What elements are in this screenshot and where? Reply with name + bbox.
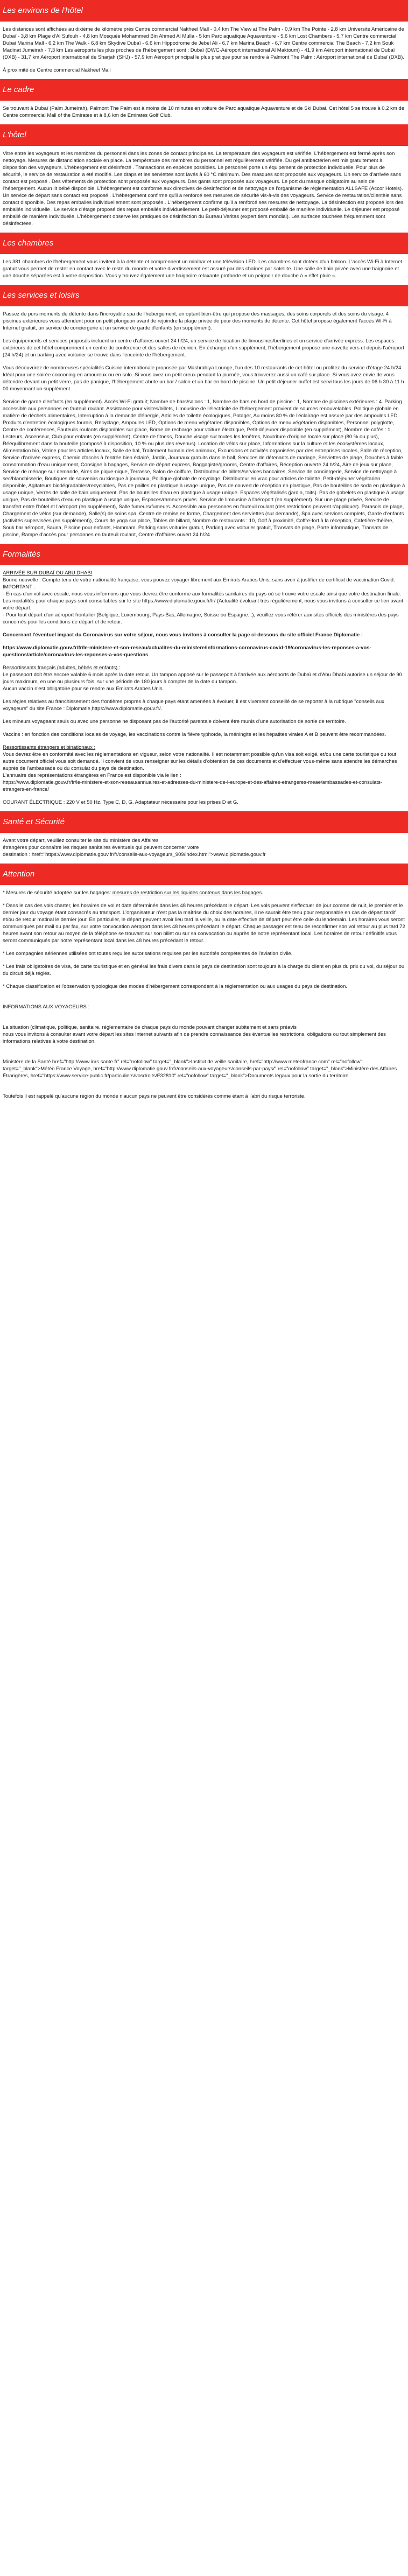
section-body [0,565,408,811]
paragraph: Ressortissants étrangers et binationaux : [3,745,96,750]
section-title: Formalités [0,544,408,565]
section-title: Le cadre [0,79,408,101]
paragraph: étrangères pour connaître les risques sanitaires éventuels qui peuvent concerner votre [3,845,199,851]
paragraph: Aucun vaccin n'est obligatoire pour se rendre aux Emirats Arabes Unis. [3,686,164,692]
section-body [0,885,408,1105]
section-le-cadre [0,79,408,124]
section-l-hotel [0,124,408,233]
section-les-chambres [0,233,408,285]
paragraph: La situation (climatique, politique, sanitaire, réglementaire de chaque pays du monde pouvant changer subitement et sans préavis [3,1024,297,1030]
paragraph: Service de garde d'enfants (en supplément). Accès Wi-Fi gratuit; Nombre de bars/salons : 1, Nombre de bars en bord de piscine : 1, Nombre de piscines extérieures : 4. Parking accessible aux personnes en fauteuil roulant. Assistance pour visites/billets, Limousine de l'électricité de l'hébergement provient de sources renouvelables. Politique globale en matière de déchets alimentaires, Interruption à la demande d'énergie, Articles de toilette écologiques, Potager, Au moins 80 % de l'éclairage est assuré par des ampoules LED. Produits d'entretien écologiques fournis, Recyclage, Ampoules LED, Options de menu végétarien disponibles, Options de menu végétarien disponibles, Personnel polyglotte, Centre de conférences, Fauteuils roulants disponibles sur place, Borne de recharge pour voiture électrique, Petit-déjeuner disponible (en supplément), Nombre de cafés : 1, Lecteurs, Ascenseur, Club pour enfants (en supplément), Centre de fitness, Douche visage sur toutes les fenêtres, Nourriture d'origine locale sur place (80 % ou plus), Rééquilibrement dans la bouteille (composé à disposition, 10 % ou plus des revenus). Location de vélos sur place, Informations sur la culture et les écosystèmes locaux, Alimentation bio, Vitrine pour les articles locaux, Salle de bal, Traitement humain des animaux, Excursions et activités organisées par des entreprises locales, Salle de réception, Service d'arrivée express, Chemin d'accès à l'entrée bien éclairé, Jardin, Journaux gratuits dans le hall, Services de détenants de mariage, Serviettes de plage, Douches à faible consommation d'eau uniquement, Consigne à bagages, Service de départ express, Baggagiste/grooms, Centre d'affaires, Réception ouverte 24 h/24, Aire de jeux sur place, Service de ménage sur demande, Aires de pique-nique, Terrasse, Salon de coiffure, Distributeur de billets/services bancaires, Service de conciergerie, Service de nettoyage à sec/blanchisserie, Boutiques de souvenirs ou kiosque à journaux, Politique globale de recyclage, Distributeur en vrac pour articles de toilette, Petit-déjeuner végétarien disponible, Agitateurs biodégradables/recyclables, Pas de pailles en plastique à usage unique, Pas de couvert de réception en plastique, Pas de bouteilles de soda en plastique à usage unique, Verres de salle de bain uniquement. Pas de bouteilles d'eau en plastique à usage unique. Espaces végétalisés (jardin, toits). Pas de gobelets en plastique à usage unique, Pas de bouteilles d'eau en plastique à usage unique, Espaces/rameurs privés. Service de limousine à l'aéroport (en supplément). Sur une plage privée, Service de transfert entre l'hôtel et l'aéroport (en supplément), Salle fumeurs/fumeurs. Accessible aux personnes en fauteuil roulant (des restrictions peuvent s'appliquer). Parasols de plage, Chargement de vélos (sur demande), Salle(s) de soins spa, Centre de remise en forme, Chargement des serviettes (sur demande), Spa avec services complets, Garde d'enfants (activités supervisées (en supplément)), Cours de yoga sur place, Tables de billard, Nombre de restaurants : 10, Golf à proximité, Coffre-fort à la réception, Cafetière-théière, Souk bar aéroport, Sauna, Piscine pour enfants, Hammam. Parking sans voiturier gratuit, Parking avec voiturier gratuit, Transats de plage, Porte informatique, Transats de piscine, Rampe d'accès pour personnes en fauteuil roulant, Centre d'affaires ouvert 24 h/24 [3,399,405,538]
paragraph: Vitre entre les voyageurs et les membres du personnel dans les zones de contact principales. La température des voyageurs est vérifiée. L'hébergement est fermé après son nettoyage. Mesures de distanciation sociale en place. La température des membres du personnel est régulièrement vérifiée. Du gel antibactérien est mis gratuitement à disposition des voyageurs. L'hébergement est désinfecté . Transactions en espèces possibles. Le personnel porte un équipement de protection individuelle. Pour plus de sécurité, le service de restauration a été modifié. Les draps et les serviettes sont lavés à 60 °C minimum. Des masques sont proposés aux voyageurs. Un service d'arrivée sans contact est proposé . Des vêtements de protection sont proposés aux voyageurs. Des gants sont proposés aux voyageurs. Le port du masque obligatoire au sein de l'hébergement. Aucun lit bébé disponible. L'hébergement est conforme aux directives de désinfection et de nettoyage de l'organisme de réglementation ALLSAFE (Accor Hotels). Un service de départ sans contact est proposé . L'hébergement confirme qu'il a renforcé ses mesures de sécurité vis-à-vis des voyageurs. Service de restauration/clientèle sans contact disponible. Des repas emballés individuellement sont proposés . L'hébergement confirme qu'il a renforcé ses mesures de nettoyage. La désinfection est proposé lors des emballés individuelle . Le service d'étage proposé des repas emballés individuellement. Le petit-déjeuner est proposé emballé de manière individuelle. Le déjeuner est proposé emballé de manière individuelle. L'hébergement observe les pratiques de désinfection du Bureau Veritas (expert tiers mondial). Les surfaces touchées fréquemment sont désinfectées. [3,151,404,227]
section-sante-et-securite [0,811,408,864]
paragraph: Les distances sont affichées au dixième de kilomètre près Centre commercial Nakheel Mall - 0,4 km The View at The Palm - 0,9 km The Pointe - 2,8 km Université Américaine de Dubaï - 3,8 km Plage d'Al Sufouh - 4,8 km Mosquée Mohammed Bin Ahmed Al Mulla - 5 km Parc aquatique Aquaventure - 5,6 km Lost Chambers - 5,7 km Centre commercial Dubai Marina Mall - 6,2 km The Walk - 6,8 km Skydive Dubaï - 6,6 km Hippodrome de Jebel Ali - 6,7 km Marina Beach - 6,7 km Centre commercial The Beach - 7,2 km Souk Madinat Jumeirah - 7,3 km Les aéroports les plus proches de l'hébergement sont : Dubaï (DWC-Aéroport international Al Maktoum) - 41,9 km Aéroport international de Dubaï (DXB) - 31,7 km Aéroport international de Sharjah (SHJ) - 57,9 km Aéroport principal le plus pratique pour se rendre à Palmont The Palm : Aéroport international de Dubaï (DXB). [3,26,404,60]
paragraph: INFORMATIONS AUX VOYAGEURS : [3,1004,90,1010]
paragraph: Vous devrez être en conformité avec les réglementations en vigueur, selon votre nationalité. Il est notamment possible qu'un visa soit exigé, et/ou une carte touristique ou tout autre document officiel vous soit demandé. Il convient de vous renseigner sur les détails d'obtention de ces documents et d'effectuer vous-même sans attendre les démarches auprès de l'ambassade ou du consulat du pays de destination. [3,752,397,771]
paragraph [3,889,405,896]
section-body [0,22,408,79]
section-title: Les services et loisirs [0,285,408,306]
paragraph: Ministère de la Santé href="http://www.inrs.sante.fr" rel="nofollow" target="_blank">Institut de veille sanitaire, href="http://www.meteofrance.com" rel="nofollow" target="_blank">Météo France Voyage, href="http://www.diplomatie.gouv.fr/fr/conseils-aux-voyageurs/conseils-par-pays/" rel="nofollow" target="_blank">Ministère des Affaires Étrangères, href="https://www.service-public.fr/particuliers/vosdroits/F32810" rel="nofollow" target="_blank">Documents légaux pour la sortie du territoire. [3,1059,397,1079]
section-title: Santé et Sécurité [0,811,408,833]
section-les-services-et-loisirs [0,285,408,544]
paragraph: Vaccins : en fonction des conditions locales de voyage, les vaccinations contre la fièvre typhoïde, la méningite et les hépatites virales A et B peuvent être recommandées. [3,732,386,738]
paragraph: * Les frais obligatoires de visa, de carte touristique et en général les frais divers dans le pays de destination sont toujours à la charge du client en plus du prix du vol, du séjour ou du circuit déjà réglés. [3,964,405,977]
paragraph: nous vous invitons à consulter avant votre départ les sites Internet suivants afin de prendre connaissance des éventuelles restrictions, obligations ou tout simplement des informations relatives à votre destination. [3,1031,386,1044]
paragraph: destination : href="https://www.diplomatie.gouv.fr/fr/conseils-aux-voyageurs_909/index.html">www.diplomatie.gouv.fr [3,852,266,858]
paragraph: Toutefois il est rappelé qu'aucune région du monde n'aucun pays ne peuvent être considérés comme étant à l'abri du risque terroriste. [3,1093,306,1099]
section-body [0,306,408,544]
paragraph: - Pour tout départ d'un aéroport frontalier (Belgique, Luxembourg, Pays-Bas, Allemagne, Suisse ou Espagne...), veuillez vous référer aux sites officiels des ministères des pays concernés pour les conditions de départ et de retour. [3,612,399,625]
paragraph-text: . [262,890,263,896]
paragraph: Les équipements et services proposés incluent un centre d'affaires ouvert 24 h/24, un service de location de limousines/berlines et un service d'arrivée express. Les espaces extérieurs de cet hôtel comprennent un centre de conférence et des salles de réunion. En échange d'un supplément, l'hébergement propose une navette vers et depuis l'aéroport (24 h/24) et un parking avec voiturier se trouve dans l'enceinte de l'hébergement. [3,338,404,358]
section-les-environs-de-l-hotel [0,0,408,79]
paragraph: * Chaque classification et l'observation typologique des modes d'hébergement correspondent à la réglementation ou aux usages du pays de destination. [3,984,348,989]
paragraph: Vous découvrirez de nombreuses spécialités Cuisine internationale proposée par Mashrabiya Lounge, l'un des 10 restaurants de cet hôtel ou profitez du service d'étage 24 h/24. Idéal pour une soirée cocooning en amoureux ou en solo. Si vous avez un petit creux pendant la journée, vous trouverez aussi un café sur place. Si vous avez envie de vous détendre devant un petit verre, pas de panique, l'hébergement abrite un bar / salon et un bar en bord de piscine. Un petit déjeuner buffet est servi tous les jours de 06 h 30 à 11 h 00 moyennant un supplément. [3,365,404,392]
section-formalites [0,544,408,811]
paragraph: Les mineurs voyageant seuls ou avec une personne ne disposant pas de l'autorité parentale doivent être munis d'une autorisation de sortie de territoire. [3,719,346,725]
paragraph: L'annuaire des représentations étrangères en France est disponible via le lien : [3,773,181,778]
paragraph-text: * Mesures de sécurité adoptée sur les bagages: [3,890,112,896]
section-attention [0,864,408,1105]
paragraph: Les modalités pour chaque pays sont consultables sur le site https://www.diplomatie.gouv.fr/fr/ (Actualité évoluant très régulièrement, nous vous invitons à consulter ce lien avant votre départ. [3,598,403,611]
paragraph: Avant votre départ, veuillez consulter le site du ministère des Affaires [3,838,159,844]
paragraph: Se trouvant à Dubaï (Palm Jumeirah), Palmont The Palm est à moins de 10 minutes en voiture de Parc aquatique Aquaventure et de Ski Dubai. Cet hôtel 5 se trouve à 0,2 km de Centre commercial Mall of the Emirates et à 8,6 km de Emirates Golf Club. [3,106,404,118]
paragraph: https://www.diplomatie.gouv.fr/fr/le-ministere-et-son-reseau/actualites-du-ministere/informations-coronavirus-covid-19/coronavirus-les-reponses-a-vos-questions/article/coronavirus-les-reponses-a-vos-questions [3,645,371,658]
section-title: Les environs de l'hôtel [0,0,408,22]
page [0,0,408,1105]
section-title: Les chambres [0,233,408,254]
section-body [0,254,408,285]
paragraph: Passez de purs moments de détente dans l'incroyable spa de l'hébergement, en optant bien-être qui propose des massages, des soins corporels et des soins du visage. 4 piscines extérieures vous attendent pour un petit plongeon avant de rejoindre la plage privée de pour des moments de détente. Cet hôtel propose également l'accès Wi-Fi à Internet gratuit, un service de conciergerie et un service de garde d'enfants (en supplément). [3,311,392,331]
liquids-restriction-link[interactable]: mesures de restriction sur les liquides contenus dans les bagages [112,890,262,896]
paragraph: À proximité de Centre commercial Nakheel Mall [3,67,111,73]
paragraph: IMPORTANT : [3,584,36,590]
paragraph: Les règles relatives au franchissement des frontières propres à chaque pays étant amenées à évoluer, il est vivement conseillé de se reporter à la rubrique "conseils aux voyageurs" du site France : Diplomatie,https://www.diplomatie.gouv.fr/. [3,699,384,712]
paragraph: * Les compagnies aériennes utilisées ont toutes reçu les autorisations requises par les autorités compétentes de l'aviation civile. [3,951,293,957]
paragraph: Bonne nouvelle : Compte tenu de votre nationalité française, vous pouvez voyager librement aux Emirats Arabes Unis, sans avoir à justifier de certificat de vaccination Covid. [3,577,395,583]
section-title: L'hôtel [0,124,408,146]
paragraph: Le passeport doit être encore valable 6 mois après la date retour. Un tampon apposé sur le passeport à l'arrivée aux aéroports de Dubaï et d'Abu Dhabi autorise un séjour de 90 jours maximum, en une ou plusieurs fois, sur une période de 180 jours à compter de la date du tampon. [3,672,402,685]
section-body [0,146,408,233]
paragraph: * Dans le cas des vols charter, les horaires de vol et date déterminés dans les 48 heures précédant le départ. Les vols peuvent s'effectuer de jour comme de nuit, le premier et le dernier jour du voyage étant consacrés au transport. L'organisateur n'est pas la maîtrise du choix des horaires, il ne saurait être tenu pour responsable en cas de départ tardif et/ou de retour matinal le dernier jour. En particulier, le départ peuvent avoir lieu tard la veille, ou la date effective de départ peut être celle du lendemain. Les horaires vous seront communiqués par mail ou par fax, sur votre convocation aéroport dans les 48 heures précédant le départ. Chaque passager est tenu de reconfirmer son vol retour au plus tard 72 heures avant son retour au moyen de la téléphone se trouvant sur son billet ou sur sa convocation ou auprès de notre représentant local. Les horaires de retour définitifs vous seront communiqués par notre représentant local dans les 48 heures précédant le retour. [3,903,405,944]
paragraph: COURANT ÉLECTRIQUE : 220 V et 50 Hz. Type C, D, G. Adaptateur nécessaire pour les prises D et G. [3,799,238,805]
paragraph: Les 381 chambres de l'hébergement vous invitent à la détente et comprennent un minibar et une télévision LED. Les chambres sont dotées d'un balcon. L'accès Wi-Fi à Internet gratuit vous permet de rester en contact avec le reste du monde et votre divertissement est assuré par des chaînes par satellite. Une salle de bain privée avec une baignoire et une douche séparées est à votre disposition. Vous y trouvez également une baignoire relaxante profonde et un peignoir de douche à « effet pluie ». [3,259,403,279]
paragraph: Concernant l'éventuel impact du Coronavirus sur votre séjour, nous vous invitons à consulter la page ci-dessous du site officiel France Diplomatie : [3,632,363,638]
paragraph: Ressortissants français (adultes, bébés et enfants) : [3,665,121,671]
section-title: Attention [0,864,408,885]
section-body [0,833,408,864]
paragraph: ARRIVÉE SUR DUBAÏ OU ABU DHABI [3,570,93,576]
section-body [0,101,408,124]
paragraph: https://www.diplomatie.gouv.fr/fr/le-ministere-et-son-reseau/annuaires-et-adresses-du-ministere-de-l-europe-et-des-affaires-etrangeres-meae/ambassades-et-consulats-etrangers-en-france/ [3,780,383,792]
paragraph: - En cas d'un vol avec escale, nous vous informons que vous devrez être conforme aux formalités sanitaires du pays où se trouve votre escale ainsi que votre destination finale. [3,591,402,597]
